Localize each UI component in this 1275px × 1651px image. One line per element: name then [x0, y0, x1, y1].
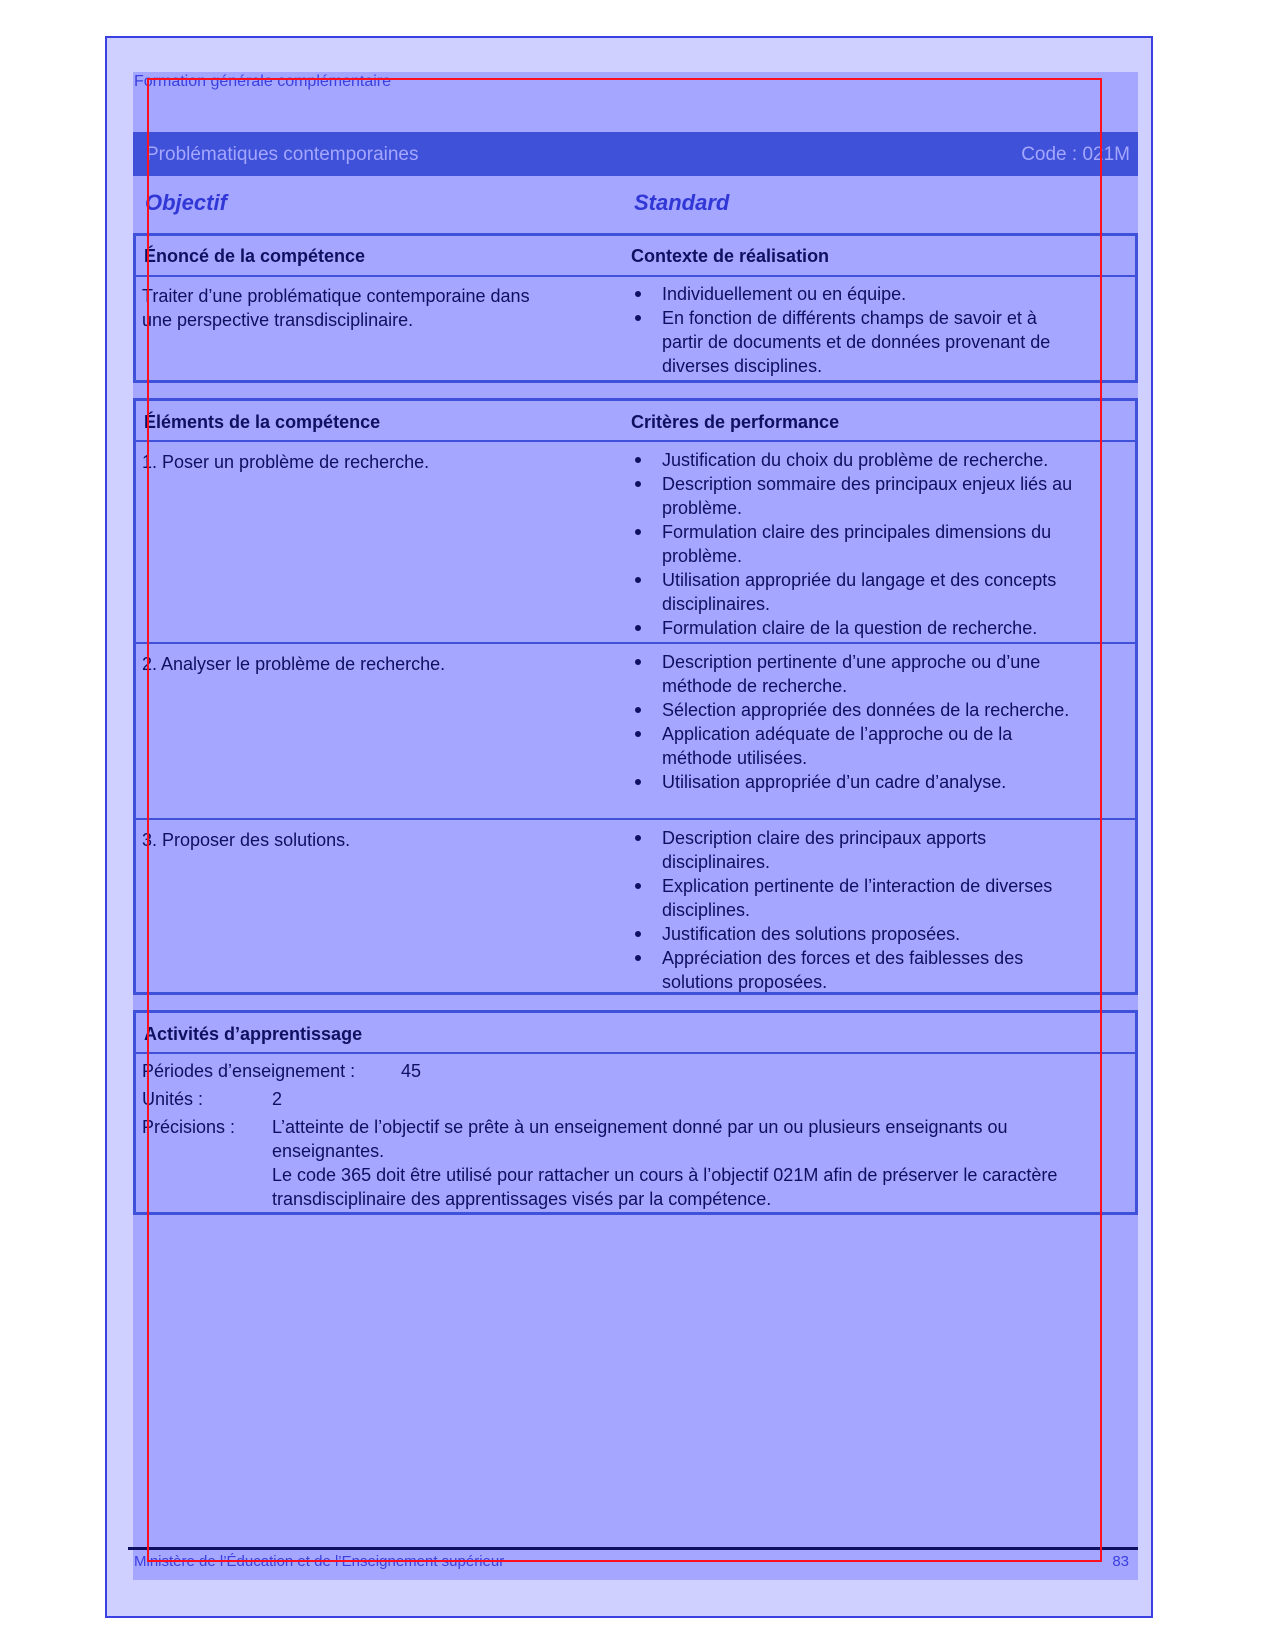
precisions-paragraph-2: Le code 365 doit être utilisé pour rattacher un cours à l’objectif 021M afin de préserver le caractère transdisciplinaire des apprentissages visés par la compétence. [272, 1165, 1058, 1209]
enonce-header: Énoncé de la compétence [144, 246, 366, 266]
bullet-icon [635, 955, 641, 961]
list-item: Formulation claire des principales dimensions du problème. [632, 520, 1077, 568]
list-item: Utilisation appropriée d’un cadre d’analyse. [632, 770, 1077, 794]
precisions-label: Précisions : [142, 1117, 236, 1137]
course-title: Problématiques contemporaines [146, 144, 419, 165]
bullet-icon [635, 731, 641, 737]
section-standard: Standard [634, 190, 730, 215]
section-objectif: Objectif [145, 190, 227, 215]
bullet-icon [635, 931, 641, 937]
footer-ministry: Ministère de l’Éducation et de l’Enseignement supérieur [134, 1553, 505, 1570]
criteres-list-3 [632, 826, 1077, 994]
bullet-icon [635, 883, 641, 889]
bullet-icon [635, 625, 641, 631]
contexte-list [632, 282, 1077, 378]
list-item: Utilisation appropriée du langage et des concepts disciplinaires. [632, 568, 1077, 616]
enonce-line-1: Traiter d’une problématique contemporaine dans [142, 286, 530, 306]
list-item: Sélection appropriée des données de la recherche. [632, 698, 1077, 722]
list-item: Justification du choix du problème de recherche. [632, 448, 1077, 472]
list-item: Explication pertinente de l’interaction de diverses disciplines. [632, 874, 1077, 922]
course-code: Code : 021M [1021, 144, 1130, 165]
row-separator [133, 818, 1138, 820]
element-3: 3. Proposer des solutions. [142, 830, 351, 850]
criteres-list-1 [632, 448, 1077, 640]
footer-rule [128, 1547, 1138, 1550]
bullet-icon [635, 779, 641, 785]
list-item: Individuellement ou en équipe. [632, 282, 1077, 306]
activites-header-separator [133, 1052, 1138, 1054]
criteres-header: Critères de performance [631, 412, 840, 432]
elements-header: Éléments de la compétence [144, 412, 381, 432]
list-item: Description claire des principaux apports disciplinaires. [632, 826, 1077, 874]
bullet-icon [635, 457, 641, 463]
list-item: Description pertinente d’une approche ou d’une méthode de recherche. [632, 650, 1077, 698]
list-item: Formulation claire de la question de recherche. [632, 616, 1077, 640]
element-1: 1. Poser un problème de recherche. [142, 452, 430, 472]
list-item: Justification des solutions proposées. [632, 922, 1077, 946]
bullet-icon [635, 481, 641, 487]
list-item: Application adéquate de l’approche ou de la méthode utilisées. [632, 722, 1077, 770]
precisions-paragraph-1: L’atteinte de l’objectif se prête à un enseignement donné par un ou plusieurs enseignants ou enseignantes. [272, 1117, 1008, 1161]
bullet-icon [635, 835, 641, 841]
activites-header: Activités d’apprentissage [144, 1024, 363, 1044]
page-number: 83 [1112, 1553, 1129, 1570]
bullet-icon [635, 291, 641, 297]
bullet-icon [635, 315, 641, 321]
enonce-line-2: une perspective transdisciplinaire. [142, 310, 414, 330]
element-2: 2. Analyser le problème de recherche. [142, 654, 446, 674]
criteres-list-2 [632, 650, 1077, 794]
list-item: En fonction de différents champs de savoir et à partir de documents et de données provenant de diverses disciplines. [632, 306, 1077, 378]
bullet-icon [635, 529, 641, 535]
list-item: Appréciation des forces et des faiblesses des solutions proposées. [632, 946, 1077, 994]
bullet-icon [635, 707, 641, 713]
bullet-icon [635, 659, 641, 665]
periodes-label: Périodes d’enseignement : [142, 1061, 356, 1081]
running-head: Formation générale complémentaire [134, 73, 392, 90]
row-separator [133, 642, 1138, 644]
list-item: Description sommaire des principaux enjeux liés au problème. [632, 472, 1077, 520]
unites-value: 2 [272, 1089, 283, 1109]
periodes-value: 45 [401, 1061, 422, 1081]
unites-label: Unités : [142, 1089, 204, 1109]
competence-header-separator [133, 275, 1138, 277]
elements-header-separator [133, 440, 1138, 442]
contexte-header: Contexte de réalisation [631, 246, 830, 266]
bullet-icon [635, 577, 641, 583]
